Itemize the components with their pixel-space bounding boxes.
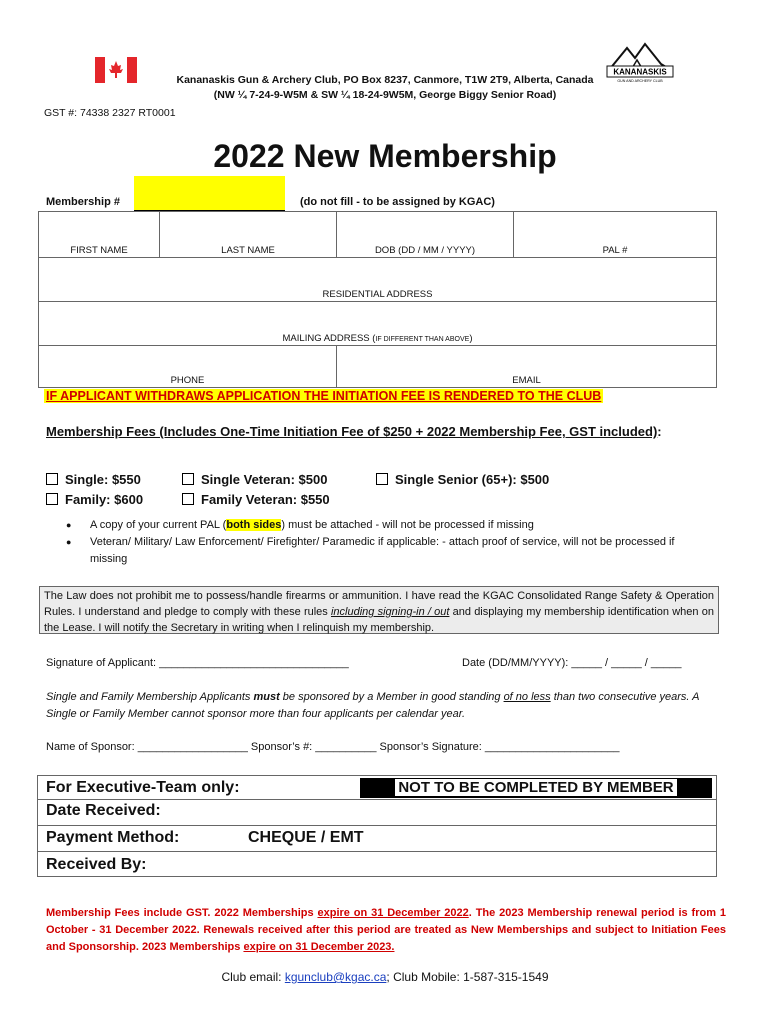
applicant-info-table — [38, 211, 717, 388]
last-name-label: LAST NAME — [221, 245, 275, 256]
checkbox-icon — [182, 493, 194, 505]
club-location: (NW ¼ 7-24-9-W5M & SW ¼ 18-24-9W5M, George Biggy Senior Road) — [213, 89, 557, 101]
membership-number-field[interactable] — [134, 176, 285, 211]
pal-label: PAL # — [602, 245, 628, 256]
date-received-row[interactable] — [38, 799, 716, 826]
withdrawal-warning: IF APPLICANT WITHDRAWS APPLICATION THE INITIATION FEE IS RENDERED TO THE CLUB — [46, 389, 602, 403]
payment-method-value: CHEQUE / EMT — [248, 829, 364, 846]
executive-section — [37, 775, 717, 877]
not-to-complete-banner: NOT TO BE COMPLETED BY MEMBER — [360, 778, 712, 798]
option-single[interactable]: Single: $550 — [46, 472, 141, 487]
club-address: Kananaskis Gun & Archery Club, PO Box 8237, Canmore, T1W 2T9, Alberta, Canada — [176, 74, 594, 86]
page-title: 2022 New Membership — [213, 138, 557, 174]
sponsor-line[interactable]: Name of Sponsor: __________________ Sponsor’s #: __________ Sponsor’s Signature: ______________________ — [46, 741, 620, 753]
option-single-senior[interactable]: Single Senior (65+): $500 — [376, 472, 549, 487]
first-name-label: FIRST NAME — [70, 245, 128, 256]
residential-address-field[interactable] — [39, 258, 717, 302]
last-name-field[interactable] — [160, 212, 337, 258]
checkbox-icon — [46, 473, 58, 485]
dob-label: DOB (DD / MM / YYYY) — [374, 245, 476, 256]
first-name-field[interactable] — [39, 212, 160, 258]
membership-number-label: Membership # — [46, 196, 120, 208]
payment-method-row[interactable] — [38, 825, 716, 852]
club-contact: Club email: kgunclub@kgac.ca; Club Mobile: 1-587-315-1549 — [221, 970, 549, 984]
dob-field[interactable] — [337, 212, 514, 258]
received-by-row[interactable] — [38, 851, 716, 878]
checkbox-icon — [376, 473, 388, 485]
renewal-note: Membership Fees include GST. 2022 Memberships expire on 31 December 2022. The 2023 Membership renewal period is from 1 October - 31 December 2022. Renewals received after this period are treated as New Memberships and subject to Initiation Fees and Sponsorship. 2023 Memberships expire on 31 December 2023. — [46, 907, 726, 953]
phone-label: PHONE — [170, 375, 205, 386]
membership-fees-heading: Membership Fees (Includes One-Time Initiation Fee of $250 + 2022 Membership Fee, GST included): — [46, 424, 662, 439]
membership-number-note: (do not fill - to be assigned by KGAC) — [300, 196, 495, 208]
club-email-link[interactable]: kgunclub@kgac.ca — [284, 970, 387, 984]
mailing-address-field[interactable] — [39, 302, 717, 346]
logo-subtext: GUN AND ARCHERY CLUB — [617, 79, 663, 83]
requirements-list — [66, 517, 706, 568]
service-proof-requirement: ● Veteran/ Military/ Law Enforcement/ Firefighter/ Paramedic if applicable: - attach proof of service, will not be processed if missing — [66, 534, 706, 568]
legal-declaration: The Law does not prohibit me to possess/handle firearms or ammunition. I have read the KGAC Consolidated Range Safety & Operation Rules. I understand and pledge to comply with these rules including signing-in / out and displaying my membership identification when on the Lease. I will notify the Secretary in writing when I relinquish my membership. — [39, 586, 719, 634]
sponsorship-rules: Single and Family Membership Applicants must be sponsored by a Member in good standing of no less than two consecutive years. A Single or Family Member cannot sponsor more than four applicants per calendar year. — [46, 691, 700, 720]
pal-requirement: ● A copy of your current PAL (both sides) must be attached - will not be processed if missing — [66, 517, 706, 534]
residential-address-label: RESIDENTIAL ADDRESS — [322, 289, 433, 300]
option-family-veteran[interactable]: Family Veteran: $550 — [182, 492, 330, 507]
checkbox-icon — [182, 473, 194, 485]
checkbox-icon — [46, 493, 58, 505]
payment-method-label: Payment Method: — [46, 829, 180, 846]
applicant-signature-line[interactable]: Signature of Applicant: _______________________________ — [46, 657, 349, 669]
mailing-address-label: MAILING ADDRESS (IF DIFFERENT THAN ABOVE) — [282, 333, 473, 344]
phone-field[interactable] — [39, 346, 337, 388]
email-field[interactable] — [337, 346, 717, 388]
option-single-veteran[interactable]: Single Veteran: $500 — [182, 472, 327, 487]
email-label: EMAIL — [512, 375, 541, 386]
pal-field[interactable] — [514, 212, 717, 258]
gst-number: GST #: 74338 2327 RT0001 — [44, 107, 176, 119]
signature-date-line[interactable]: Date (DD/MM/YYYY): _____ / _____ / _____ — [462, 657, 682, 669]
option-family[interactable]: Family: $600 — [46, 492, 143, 507]
received-by-label: Received By: — [46, 856, 147, 873]
executive-title: For Executive-Team only: — [46, 779, 240, 796]
date-received-label: Date Received: — [46, 802, 161, 819]
logo-text: KANANASKIS — [613, 67, 667, 77]
